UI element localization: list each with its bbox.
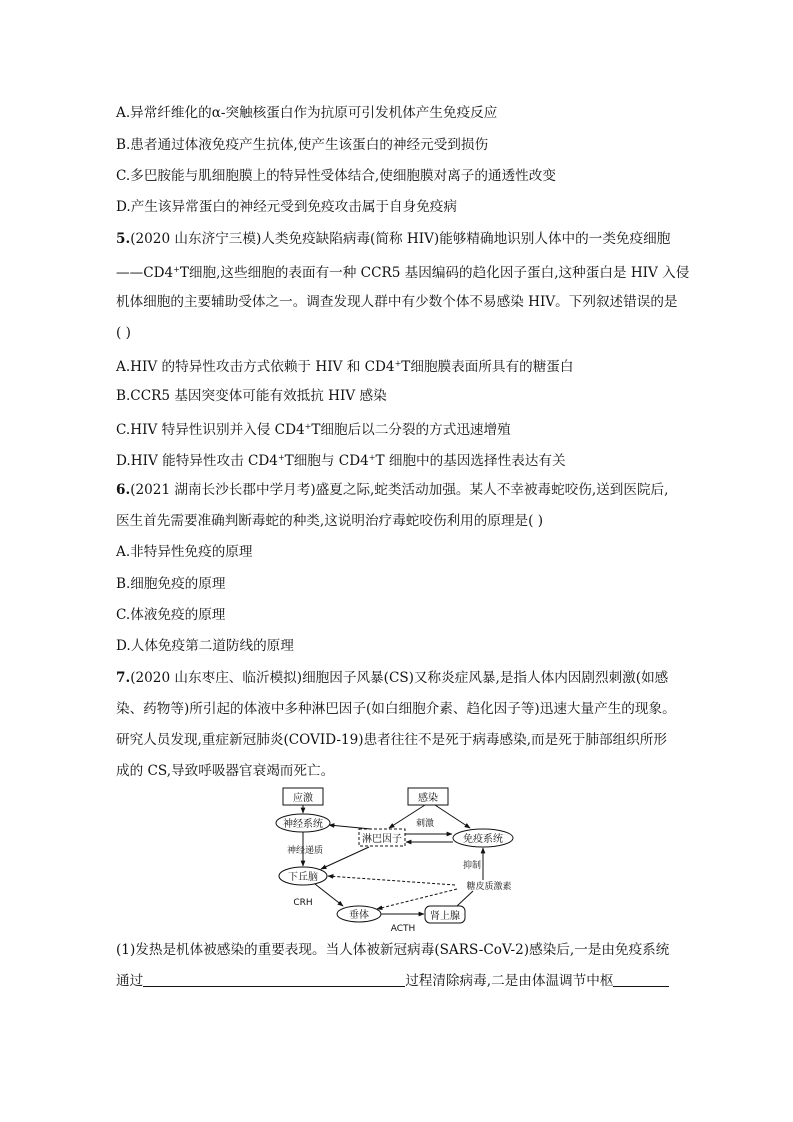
node-lymphokine: 淋巴因子 <box>362 834 402 845</box>
q5-option-c: C.HIV 特异性识别并入侵 CD4+T细胞后以二分裂的方式迅速增殖 <box>116 422 511 438</box>
node-stress: 应激 <box>293 793 313 804</box>
arrow-lymphokine-hypothalamus <box>321 847 369 869</box>
label-neurotransmitter: 神经递质 <box>286 846 324 856</box>
q5-option-b: B.CCR5 基因突变体可能有效抵抗 HIV 感染 <box>116 388 387 404</box>
q7-sub1-line1: (1)发热是机体被感染的重要表现。当人体被新冠病毒(SARS-CoV-2)感染后,一是由免疫系统 <box>116 942 670 958</box>
node-pituitary: 垂体 <box>349 910 369 921</box>
q4-option-a: A.异常纤维化的α-突触核蛋白作为抗原可引发机体产生免疫反应 <box>116 105 498 121</box>
q7-number: 7. <box>116 670 131 686</box>
q5-number: 5. <box>116 231 131 247</box>
node-nervous: 神经系统 <box>283 819 323 830</box>
answer-blank-2[interactable] <box>613 972 669 987</box>
label-crh: CRH <box>293 898 313 908</box>
q4-option-b: B.患者通过体液免疫产生抗体,使产生该蛋白的神经元受到损伤 <box>116 137 489 153</box>
answer-blank-1[interactable] <box>143 972 405 987</box>
label-acth: ACTH <box>390 924 416 934</box>
q7-stem-line4: 成的 CS,导致呼吸器官衰竭而死亡。 <box>116 763 335 779</box>
q7-stem-line3: 研究人员发现,重症新冠肺炎(COVID-19)患者往往不是死于病毒感染,而是死于肺部组织所形 <box>116 732 667 748</box>
node-immune: 免疫系统 <box>463 834 503 845</box>
q7-sub1-line2: 通过 过程清除病毒,二是由体温调节中枢 <box>116 972 669 990</box>
q4-option-d: D.产生该异常蛋白的神经元受到免疫攻击属于自身免疫病 <box>116 199 457 215</box>
cytokine-regulation-diagram <box>265 784 525 934</box>
q7-source: (2020 山东枣庄、临沂模拟) <box>130 670 303 686</box>
arrow-hypothalamus-pituitary <box>315 884 343 906</box>
q6-option-a: A.非特异性免疫的原理 <box>116 544 253 560</box>
q6-number: 6. <box>116 482 131 498</box>
line-adrenal-glucocorticoid <box>457 891 473 906</box>
q6-source: (2021 湖南长沙长郡中学月考) <box>130 482 316 498</box>
q6-option-d: D.人体免疫第二道防线的原理 <box>116 638 294 654</box>
q6-option-c: C.体液免疫的原理 <box>116 607 226 623</box>
q7-stem-line1: 7.(2020 山东枣庄、临沂模拟)细胞因子风暴(CS)又称炎症风暴,是指人体内因剧烈刺激(如感 <box>116 670 669 686</box>
q5-stem-line1: 5.(2020 山东济宁三模)人类免疫缺陷病毒(简称 HIV)能够精确地识别人体中的一类免疫细胞 <box>116 231 671 247</box>
arrow-lymphokine-nervous <box>329 825 371 829</box>
q5-answer-paren: ( ) <box>116 325 131 341</box>
q6-option-b: B.细胞免疫的原理 <box>116 576 226 592</box>
node-hypothalamus: 下丘脑 <box>288 872 318 883</box>
q5-stem-line2: ——CD4+T细胞,这些细胞的表面有一种 CCR5 基因编码的趋化因子蛋白,这种蛋白是 HIV 入侵 <box>116 265 690 281</box>
q4-option-c: C.多巴胺能与肌细胞膜上的特异性受体结合,使细胞膜对离子的通透性改变 <box>116 168 556 184</box>
q5-option-a: A.HIV 的特异性攻击方式依赖于 HIV 和 CD4+T细胞膜表面所具有的糖蛋白 <box>116 359 574 375</box>
arrow-glucocorticoid-hypothalamus <box>328 876 455 885</box>
arrow-infection-immune <box>435 805 470 828</box>
q5-option-d: D.HIV 能特异性攻击 CD4+T细胞与 CD4+T 细胞中的基因选择性表达有关 <box>116 453 566 469</box>
label-glucocorticoid: 糖皮质激素 <box>466 882 512 892</box>
q7-stem-line2: 染、药物等)所引起的体液中多种淋巴因子(如白细胞介素、趋化因子等)迅速大量产生的现象。 <box>116 701 676 717</box>
q6-stem-line1: 6.(2021 湖南长沙长郡中学月考)盛夏之际,蛇类活动加强。某人不幸被毒蛇咬伤,送到医院后, <box>116 482 669 498</box>
label-inhibit: 抑制 <box>462 861 482 871</box>
label-stimulate: 刺激 <box>415 819 435 829</box>
q6-stem-line2: 医生首先需要准确判断毒蛇的种类,这说明治疗毒蛇咬伤利用的原理是( ) <box>116 513 544 529</box>
node-adrenal: 肾上腺 <box>430 911 460 922</box>
q5-source: (2020 山东济宁三模) <box>130 231 262 247</box>
node-infection: 感染 <box>418 793 438 804</box>
q5-stem-line3: 机体细胞的主要辅助受体之一。调查发现人群中有少数个体不易感染 HIV。下列叙述错误的是 <box>116 294 678 310</box>
